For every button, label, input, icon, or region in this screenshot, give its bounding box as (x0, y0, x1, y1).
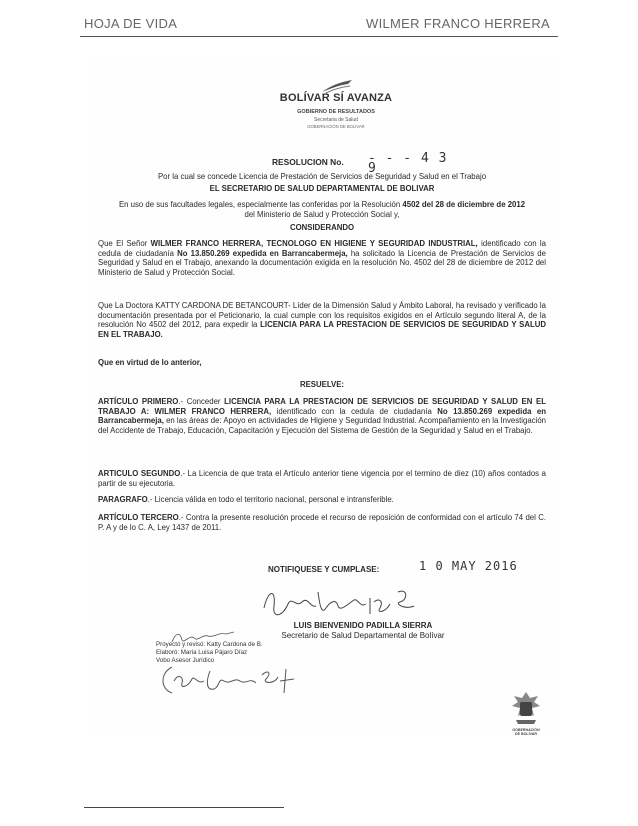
project-credits (156, 641, 263, 665)
scanned-resolution (88, 58, 556, 737)
paragrafo: PARAGRAFO.- Licencia válida en todo el territorio nacional, personal e intransferible. (98, 495, 394, 504)
logo-brand: BOLÍVAR SÍ AVANZA (279, 92, 393, 104)
resuelve-heading: RESUELVE: (299, 380, 345, 389)
considerando-heading: CONSIDERANDO (289, 223, 355, 232)
bolivar-crest (506, 688, 546, 737)
articulo-tercero: ARTÍCULO TERCERO.- Contra la presente resolución procede el recurso de reposición de conformidad con el artículo 74 del C. P. A y de lo C. A, Ley 1437 de 2011. (98, 513, 546, 532)
header-title: HOJA DE VIDA (84, 16, 178, 31)
credit-line: Vobo Asesor Jurídico (156, 657, 215, 664)
powers-paragraph (118, 200, 526, 219)
notifiquese-label: NOTIFIQUESE Y CUMPLASE: (268, 565, 380, 574)
signatory-title: Secretario de Salud Departamental de Bolívar (281, 631, 445, 640)
header-name: WILMER FRANCO HERRERA (366, 16, 550, 31)
articulo-primero: ARTÍCULO PRIMERO.- Conceder LICENCIA PARA LA PRESTACION DE SERVICIOS DE SEGURIDAD Y SALUD EN EL TRABAJO A: WILMER FRANCO HERRERA, identificado con la cedula de ciudadanía No 13.850.269 expedida en Barrancabermeja, en las áreas de: Apoyo en actividades de Higiene y Seguridad Industrial. Acompañamiento en la Investigación del Accidente de Trabajo, Educación, Capacitación y Ejecución del Sistema de Gestión de la Seguridad y Salud en el Trabajo. (98, 397, 546, 435)
page-header (80, 12, 560, 34)
footer-divider (84, 807, 284, 808)
considerando-paragraph-1: Que El Señor WILMER FRANCO HERRERA, TECNOLOGO EN HIGIENE Y SEGURIDAD INDUSTRIAL, identificado con la cedula de ciudadanía No 13.850.269 expedida en Barrancabermeja, ha solicitado la Licencia de Prestación de Servicios de Seguridad y Salud en el Trabajo, anexando la documentación exigida en la resolución No. 4502 del 28 de diciembre de 2012 del Ministerio de Salud y Protección Social. (98, 239, 547, 277)
credit-line: Elaboró: María Luisa Pájaro Díaz (156, 649, 248, 656)
logo-gobernacion: GOBERNACIÓN DE BOLÍVAR (307, 124, 365, 129)
powers-resolution: 4502 del 28 de diciembre de 2012 (402, 200, 526, 209)
signature-juridico-icon (158, 663, 308, 697)
header-divider (80, 36, 558, 37)
en-virtud-line: Que en virtud de lo anterior, (98, 358, 202, 367)
resolution-number: - - - 4 3 9 (368, 151, 448, 176)
articulo-segundo: ARTICULO SEGUNDO.- La Licencia de que trata el Artículo anterior tiene vigencia por el termino de diez (10) años contados a partir de su ejecutoria. (98, 469, 546, 488)
coat-of-arms-icon (506, 688, 546, 728)
credit-line: Proyectó y revisó: Katty Cardona de B. (156, 641, 263, 648)
crest-caption: GOBERNACIÓN DE BOLÍVAR (512, 728, 540, 737)
bolivar-logo (276, 78, 396, 130)
logo-secretaria: Secretaria de Salud (314, 117, 358, 123)
signatory-name: LUIS BIENVENIDO PADILLA SIERRA (293, 621, 433, 630)
intro-line: Por la cual se concede Licencia de Prestación de Servicios de Seguridad y Salud en el Trabajo (157, 172, 487, 181)
powers-text-1: En uso de sus facultades legales, especialmente las conferidas por la Resolución (118, 200, 403, 209)
powers-text-2: del Ministerio de Salud y Protección Social y, (244, 209, 400, 219)
logo-subtitle: GOBIERNO DE RESULTADOS (297, 109, 375, 115)
authority-heading: EL SECRETARIO DE SALUD DEPARTAMENTAL DE BOLIVAR (209, 184, 435, 193)
resolution-label: RESOLUCION No. (272, 157, 344, 167)
signature-padilla-icon (258, 578, 428, 626)
date-stamp: 1 0 MAY 2016 (419, 559, 518, 573)
considerando-paragraph-2: Que La Doctora KATTY CARDONA DE BETANCOURT- Líder de la Dimensión Salud y Ámbito Laboral, ha revisado y verificado la documentación presentada por el Peticionario, la cual cumple con los requisitos exigidos en el Artículo segundo literal A, de la resolución No 4502 del 2012, para expedir la LICENCIA PARA LA PRESTACION DE SERVICIOS DE SEGURIDAD Y SALUD EN EL TRABAJO. (98, 301, 546, 339)
